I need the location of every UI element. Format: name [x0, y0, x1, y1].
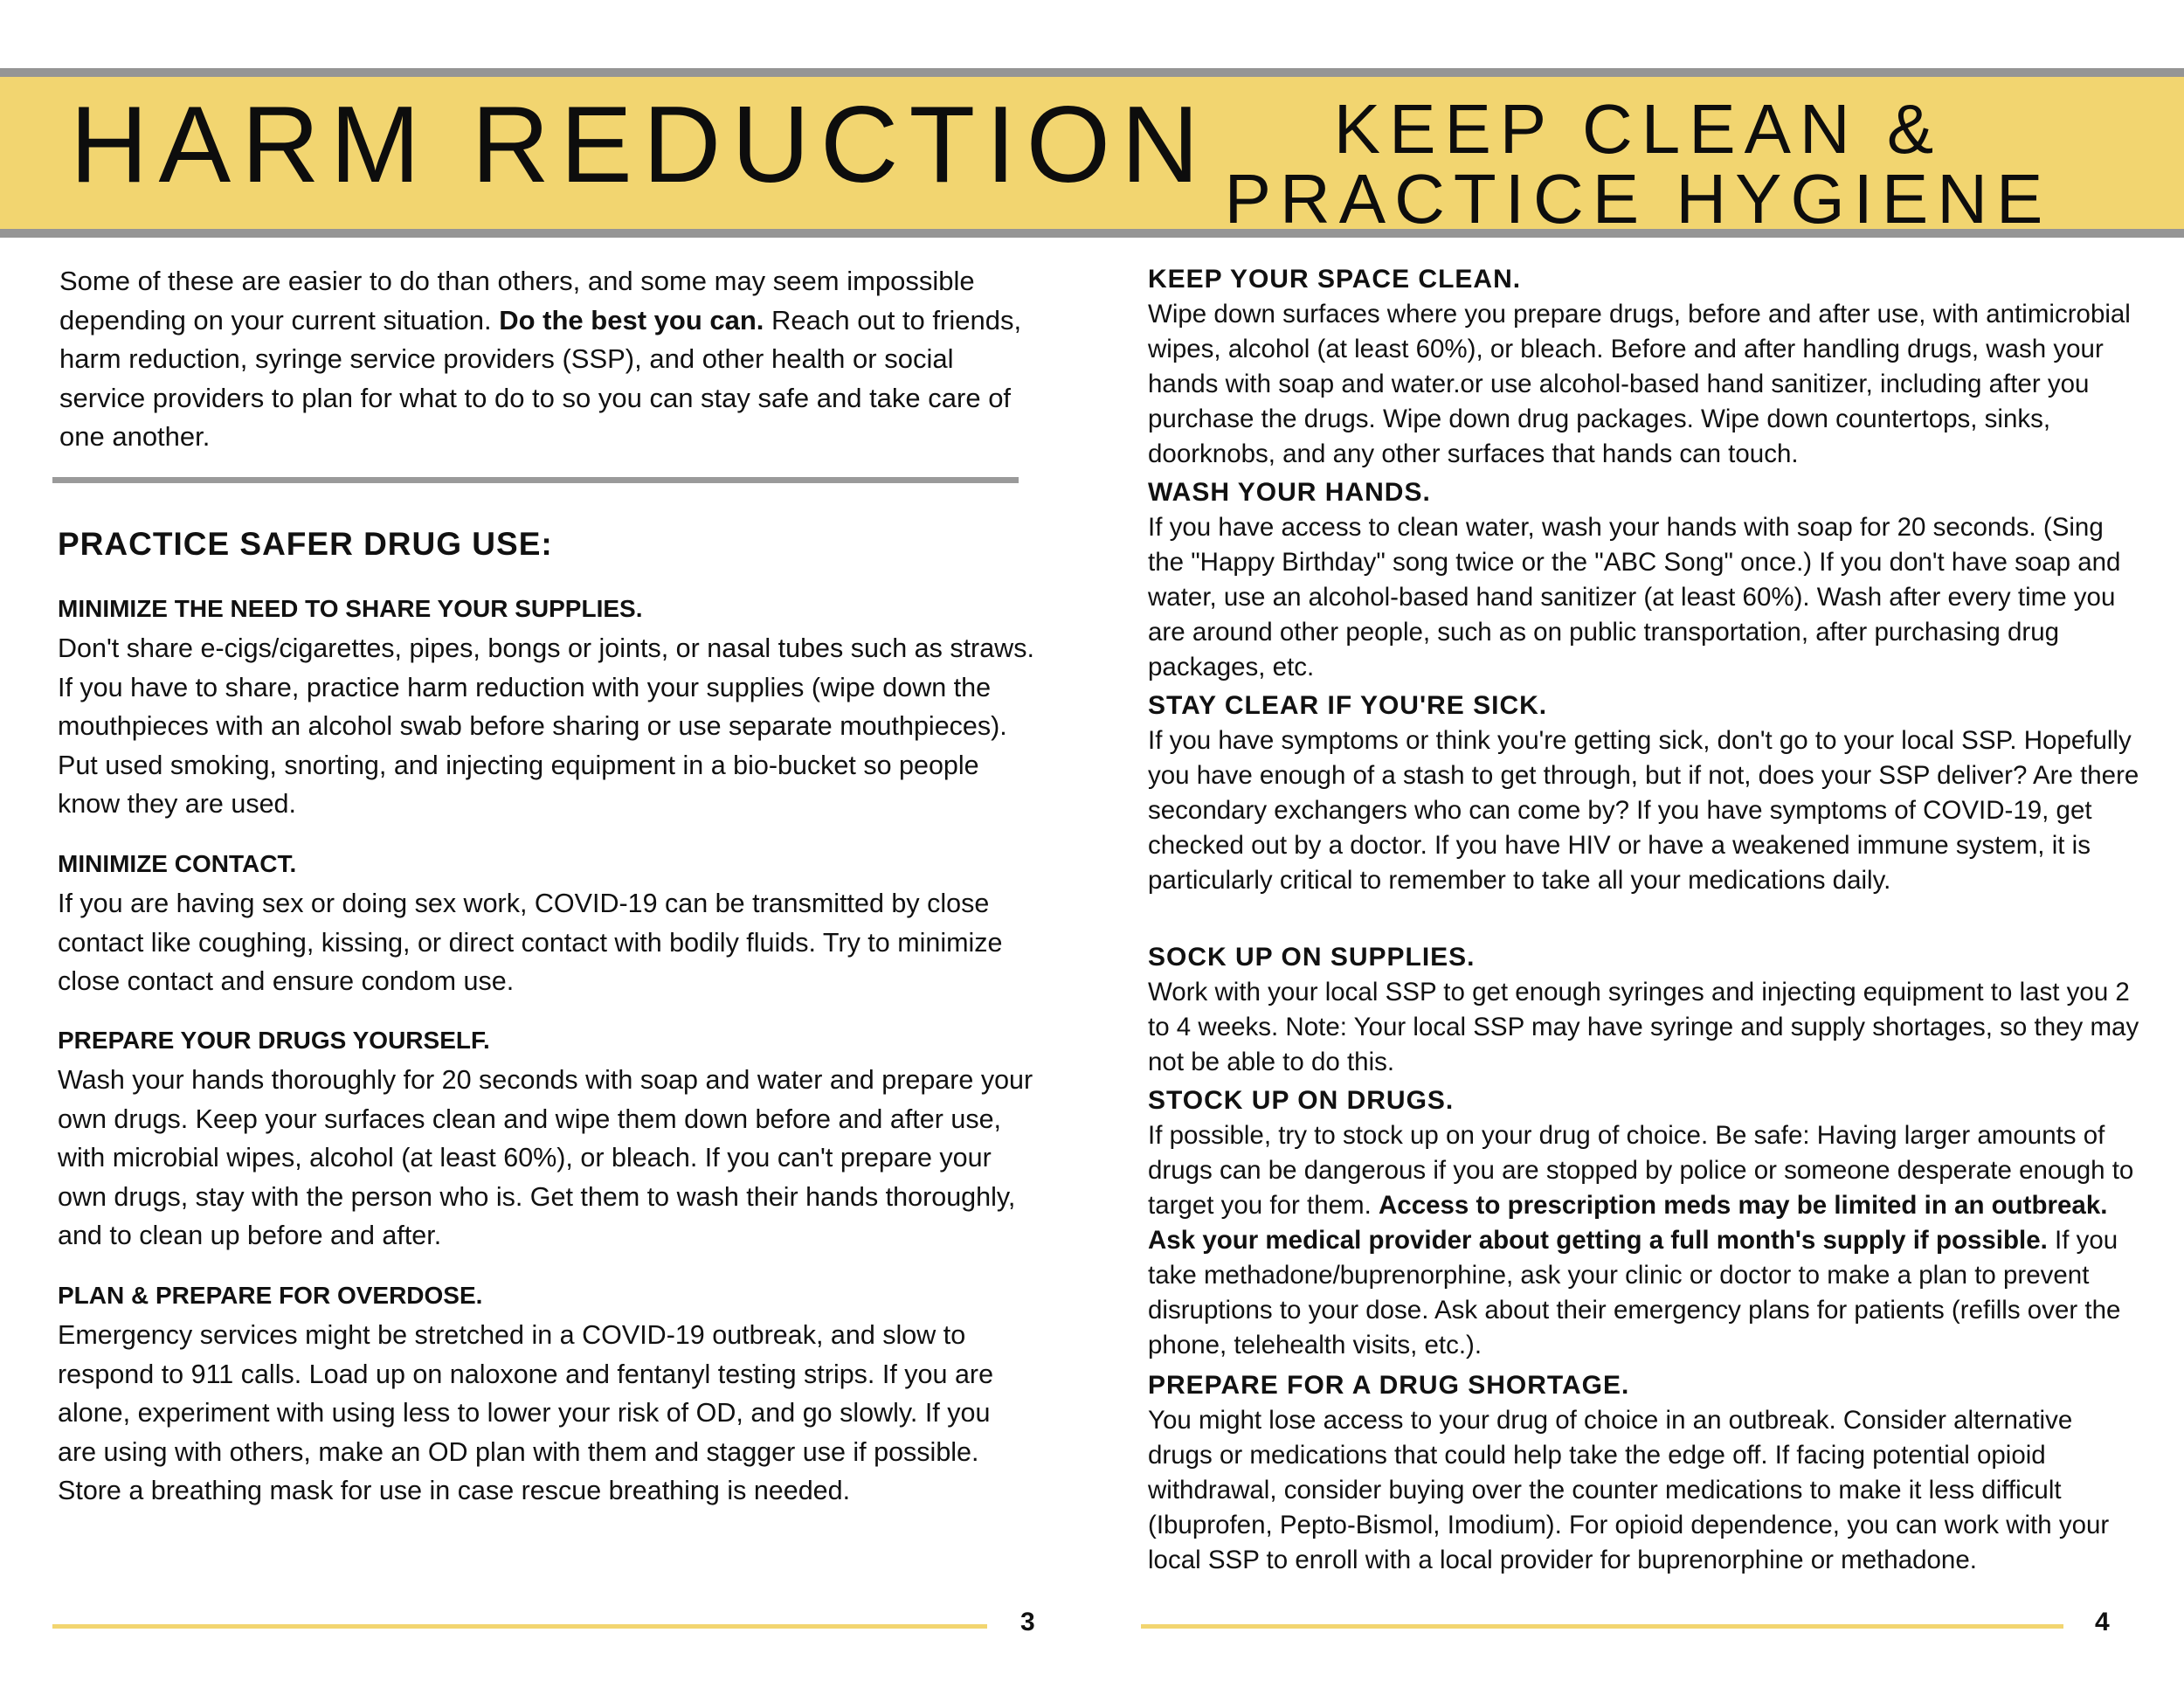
block-minimize-sharing	[58, 589, 1034, 824]
block-keep-space-clean	[1148, 262, 2144, 472]
block-heading: PLAN & PREPARE FOR OVERDOSE.	[58, 1282, 483, 1309]
left-footer-line	[52, 1624, 987, 1629]
block-heading: STOCK UP ON DRUGS.	[1148, 1086, 1455, 1115]
block-body: Wash your hands thoroughly for 20 seconds with soap and water and prepare your own drugs. Keep your surfaces clean and wipe them down before and after use, with microbial wipes, alcohol (at least 60%), or bleach. If you can't prepare your own drugs, stay with the person who is. Get them to wash their hands thoroughly, and to clean up before and after.	[58, 1065, 1033, 1250]
drugs-text-end: If you take methadone/buprenorphine, ask your clinic or doctor to make a plan to prevent disruptions to your dose. Ask about their emergency plans for patients (refills over the phone, telehealth visits, etc.).	[1148, 1226, 2121, 1359]
intro-paragraph	[59, 262, 1036, 457]
block-sock-up-supplies	[1148, 940, 2144, 1080]
page-title-harm-reduction: HARM REDUCTION	[70, 85, 1210, 205]
page-number-right: 4	[2095, 1608, 2110, 1636]
block-minimize-contact	[58, 844, 1034, 1001]
block-heading: STAY CLEAR IF YOU'RE SICK.	[1148, 691, 1548, 720]
block-prepare-drugs	[58, 1020, 1034, 1256]
intro-divider	[52, 477, 1019, 483]
block-body	[1148, 1118, 2144, 1363]
block-heading: KEEP YOUR SPACE CLEAN.	[1148, 265, 1522, 294]
block-body: Work with your local SSP to get enough syringes and injecting equipment to last you 2 to 4 weeks. Note: Your local SSP may have syringe and supply shortages, so they may not be able to do this.	[1148, 978, 2139, 1076]
block-wash-hands	[1148, 475, 2144, 685]
drugs-emphasis: Access to prescription meds may be limited in an outbreak. Ask your medical provider about getting a full month's supply if possible.	[1148, 1191, 2108, 1255]
block-stock-up-drugs	[1148, 1083, 2144, 1363]
intro-emphasis: Do the best you can.	[499, 304, 764, 336]
title-line-1: KEEP CLEAN &	[1333, 90, 1943, 168]
block-body: Don't share e-cigs/cigarettes, pipes, bongs or joints, or nasal tubes such as straws. If you have to share, practice harm reduction with your supplies (wipe down the mouthpieces with an alcohol swab before sharing or use separate mouthpieces). Put used smoking, snorting, and injecting equipment in a bio-bucket so people know they are used.	[58, 633, 1034, 819]
title-line-2: PRACTICE HYGIENE	[1224, 160, 2052, 238]
block-body: Wipe down surfaces where you prepare drugs, before and after use, with antimicrobial wipes, alcohol (at least 60%), or bleach. Before and after handling drugs, wash your hands with soap and water.or use alcohol-based hand sanitizer, including after you purchase the drugs. Wipe down drug packages. Wipe down countertops, sinks, doorknobs, and any other surfaces that hands can touch.	[1148, 300, 2131, 468]
page-number-left: 3	[1020, 1608, 1035, 1636]
block-plan-overdose	[58, 1276, 1034, 1511]
intro-text-end: Reach out to friends, harm reduction, syringe service providers (SSP), and other health or social service providers to plan for what to do to so you can stay safe and take care of one another.	[59, 304, 1022, 452]
block-heading: PREPARE YOUR DRUGS YOURSELF.	[58, 1027, 490, 1054]
block-stay-clear-sick	[1148, 688, 2144, 898]
drugs-text-start: If possible, try to stock up on your drug of choice. Be safe: Having larger amounts of drugs can be dangerous if you are stopped by police or someone desperate enough to target you for them.	[1148, 1121, 2134, 1220]
block-heading: MINIMIZE CONTACT.	[58, 850, 297, 877]
block-body: If you have symptoms or think you're getting sick, don't go to your local SSP. Hopefully you have enough of a stash to get through, but if not, does your SSP deliver? Are there secondary exchangers who can come by? If you have symptoms of COVID-19, get checked out by a doctor. If you have HIV or have a weakened immune system, it is particularly critical to remember to take all your medications daily.	[1148, 726, 2139, 895]
block-drug-shortage	[1148, 1368, 2144, 1578]
block-body: If you have access to clean water, wash your hands with soap for 20 seconds. (Sing the "Happy Birthday" song twice or the "ABC Song" once.) If you don't have soap and water, use an alcohol-based hand sanitizer (at least 60%). Wash after every time you are around other people, such as on public transportation, after purchasing drug packages, etc.	[1148, 513, 2121, 681]
block-body: Emergency services might be stretched in a COVID-19 outbreak, and slow to respond to 911 calls. Load up on naloxone and fentanyl testing strips. If you are alone, experiment with using less to lower your risk of OD, and go slowly. If you are using with others, make an OD plan with them and stagger use if possible. Store a breathing mask for use in case rescue breathing is needed.	[58, 1320, 994, 1505]
block-heading: SOCK UP ON SUPPLIES.	[1148, 943, 1476, 972]
block-body: If you are having sex or doing sex work, COVID-19 can be transmitted by close contact like coughing, kissing, or direct contact with bodily fluids. Try to minimize close contact and ensure condom use.	[58, 889, 1003, 996]
block-heading: WASH YOUR HANDS.	[1148, 478, 1431, 507]
section-heading-safer-drug-use: PRACTICE SAFER DRUG USE:	[58, 526, 553, 562]
block-heading: PREPARE FOR A DRUG SHORTAGE.	[1148, 1371, 1630, 1400]
right-footer-line	[1141, 1624, 2063, 1629]
block-heading: MINIMIZE THE NEED TO SHARE YOUR SUPPLIES.	[58, 595, 643, 622]
intro-text-start: Some of these are easier to do than others, and some may seem impossible depending on your current situation.	[59, 266, 975, 336]
top-gray-rule	[0, 68, 2184, 77]
page-title-keep-clean	[1171, 90, 2105, 238]
block-body: You might lose access to your drug of choice in an outbreak. Consider alternative drugs or medications that could help take the edge off. If facing potential opioid withdrawal, consider buying over the counter medications to make it less difficult (Ibuprofen, Pepto-Bismol, Imodium). For opioid dependence, you can work with your local SSP to enroll with a local provider for buprenorphine or methadone.	[1148, 1406, 2110, 1574]
